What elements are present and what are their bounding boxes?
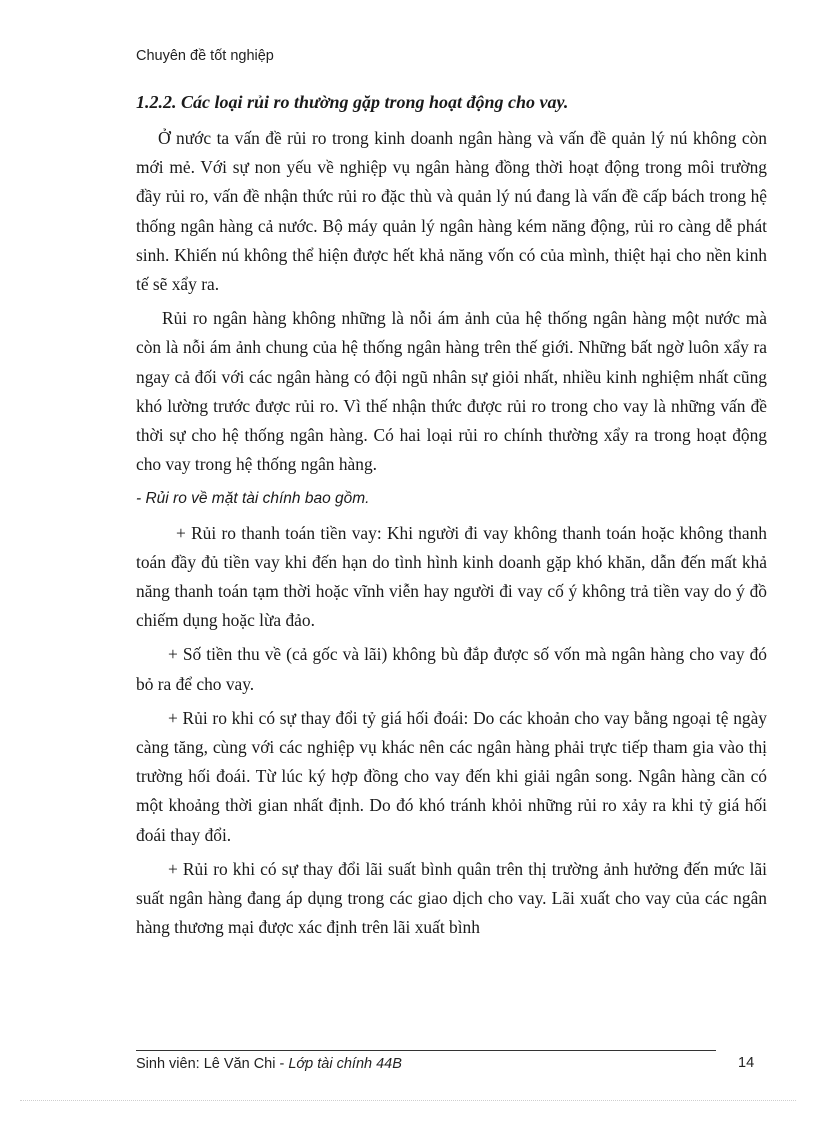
paragraph-3: + Rủi ro thanh toán tiền vay: Khi người đi vay không thanh toán hoặc không thanh toán đầy đủ tiền vay khi đến hạn do tình hình kinh doanh gặp khó khăn, dẫn đến mất khả năng thanh toán tạm thời hoặc vĩnh viễn hay người đi vay cố ý không trả tiền vay do ý đồ chiếm dụng hoặc lừa đảo. [136,522,767,631]
footer-author [136,1056,402,1072]
page-number: 14 [738,1055,755,1071]
page-edge [20,1100,796,1101]
paragraph-4: + Số tiền thu về (cả gốc và lãi) không bù đắp được số vốn mà ngân hàng cho vay đó bỏ ra để cho vay. [136,644,767,694]
subsection-label: - Rủi ro về mặt tài chính bao gồm. [136,490,370,508]
paragraph-5: + Rủi ro khi có sự thay đổi tỷ giá hối đoái: Do các khoản cho vay bằng ngoại tệ ngày càng tăng, cùng với các nghiệp vụ khác nên các ngân hàng phải trực tiếp tham gia vào thị trường hối đoái. Từ lúc ký hợp đồng cho vay đến khi giải ngân song. Ngân hàng cần có một khoảng thời gian nhất định. Do đó khó tránh khỏi những rủi ro xảy ra khi tỷ giá hối đoái thay đổi. [136,707,767,845]
paragraph-1: Ở nước ta vấn đề rủi ro trong kinh doanh ngân hàng và vấn đề quản lý nú không còn mới mẻ. Với sự non yếu về nghiệp vụ ngân hàng đồng thời hoạt động trong môi trường đầy rủi ro, vấn đề nhận thức rủi ro đặc thù và quản lý nú đang là vấn đề cấp bách trong hệ thống ngân hàng cả nước. Bộ máy quản lý ngân hàng kém năng động, rủi ro càng dễ phát sinh. Khiến nú không thể hiện được hết khả năng vốn có của mình, thiệt hại cho nền kinh tế sẽ xẩy ra. [136,128,767,295]
paragraph-6: + Rủi ro khi có sự thay đổi lãi suất bình quân trên thị trường ảnh hưởng đến mức lãi suất ngân hàng đang áp dụng trong các giao dịch cho vay. Lãi xuất cho vay của các ngân hàng thương mại được xác định trên lãi xuất bình [136,858,767,938]
footer-student: Sinh viên: Lê Văn Chi - [136,1056,289,1072]
document-body [136,124,767,947]
footer-class: Lớp tài chính 44B [288,1056,402,1072]
page-header: Chuyên đề tốt nghiệp [136,48,274,64]
section-heading: 1.2.2. Các loại rủi ro thường gặp trong hoạt động cho vay. [136,92,569,112]
paragraph-2: Rủi ro ngân hàng không những là nỗi ám ảnh của hệ thống ngân hàng một nước mà còn là nỗi ám ảnh chung của hệ thống ngân hàng trên thế giới. Những bất ngờ luôn xẩy ra ngay cả đối với các ngân hàng có đội ngũ nhân sự giỏi nhất, nhiều kinh nghiệm nhất cũng khó lường trước được rủi ro. Vì thế nhận thức được rủi ro trong cho vay là những vấn đề thời sự cho hệ thống ngân hàng. Có hai loại rủi ro chính thường xẩy ra trong hoạt động cho vay trong hệ thống ngân hàng. [136,308,767,475]
footer-divider [136,1050,716,1051]
